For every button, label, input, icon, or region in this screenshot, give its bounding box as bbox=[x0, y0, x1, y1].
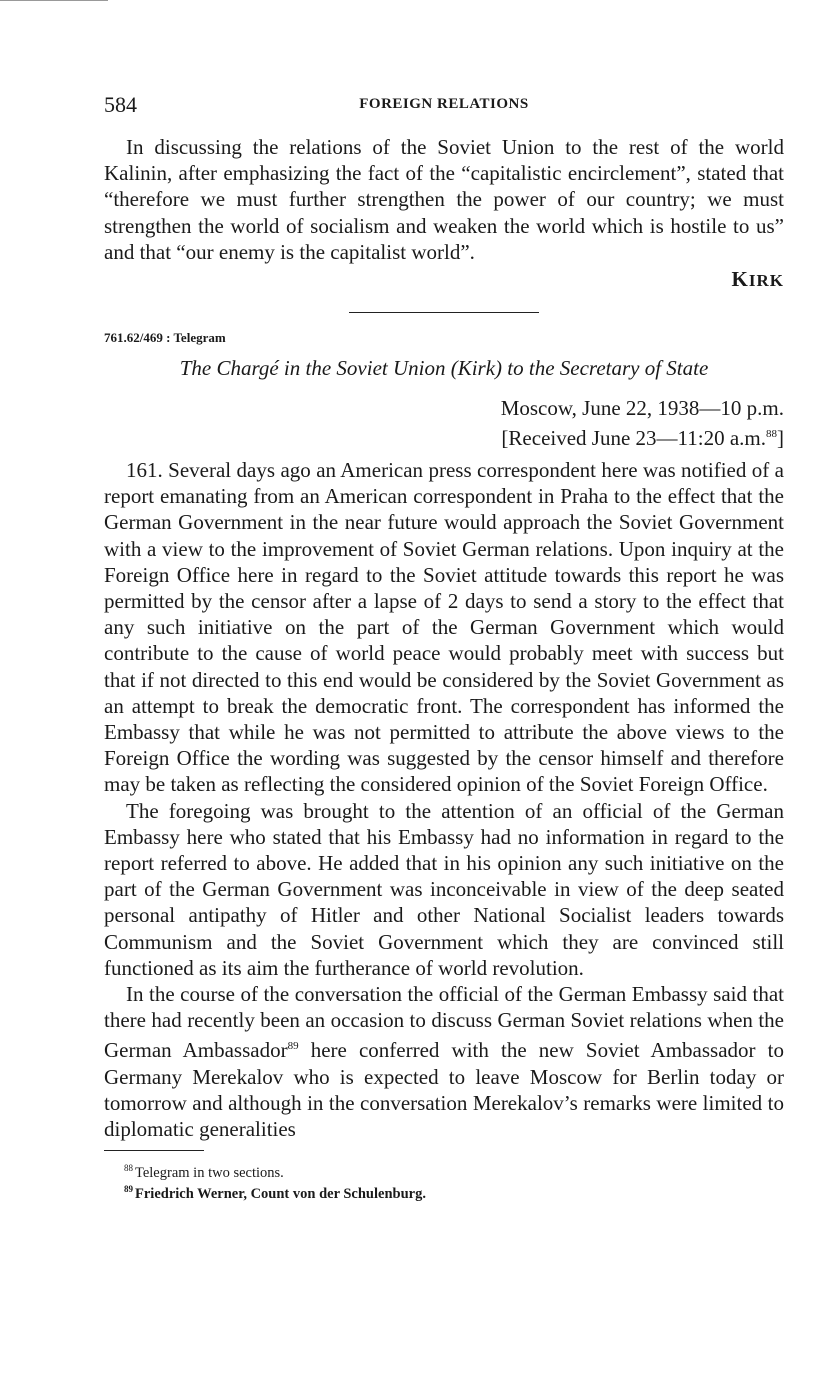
footnote-text: Friedrich Werner, Count von der Schulenburg. bbox=[135, 1185, 426, 1202]
body-paragraph-1: 161. Several days ago an American press correspondent here was notified of a report emanating from an American correspondent in Praha to the effect that the German Government in the near future would approach the Soviet Government with a view to the improvement of Soviet German relations. Upon inquiry at the Foreign Office here in regard to the Soviet attitude towards this report he was permitted by the censor after a lapse of 2 days to send a story to the effect that any such initiative on the part of the German Government which would contribute to the cause of world peace would probably meet with success but that if not directed to this end would be considered by the Soviet Government as an attempt to break the democratic front. The correspondent has informed the Embassy that while he was not permitted to attribute the above views to the Foreign Office the wording was suggested by the censor himself and therefore may be taken as reflecting the considered opinion of the Soviet Foreign Office. bbox=[104, 458, 784, 797]
signature-rest: IRK bbox=[748, 271, 784, 291]
body-paragraph-3-part-b: here conferred with the new Soviet Ambassador to Germany Merekalov who is expected to leave Moscow for Berlin today or tomorrow and although in the conversation Merekalov’s remarks were limited to diplomatic generalities bbox=[104, 1038, 784, 1142]
dateline: Moscow, June 22, 1938—10 p.m. bbox=[500, 396, 784, 421]
footnote-item bbox=[124, 1181, 784, 1202]
footnote-item bbox=[124, 1160, 784, 1181]
footnote-mark: 88 bbox=[124, 1163, 133, 1174]
file-reference: 761.62/469 : Telegram bbox=[104, 330, 226, 346]
body-paragraph-2: The foregoing was brought to the attention of an official of the German Embassy here who stated that his Embassy had no information in regard to the report referred to above. He added that in his opinion any such initiative on the part of the German Government was inconceivable in view of the deep seated personal antipathy of Hitler and other National Socialist leaders towards Communism and the Soviet Government which they are convinced still functioned as its aim the furtherance of world revolution. bbox=[104, 798, 784, 980]
body-paragraph-3-part-a: In the course of the conversation the official of the German Embassy said that there had recently been an occasion to discuss German Soviet relations when the German Ambassador bbox=[104, 982, 784, 1063]
footnote-divider bbox=[104, 1150, 204, 1151]
footnotes bbox=[104, 1160, 784, 1202]
footnote-text: Telegram in two sections. bbox=[135, 1165, 284, 1182]
footnote-mark: 89 bbox=[124, 1184, 133, 1195]
signature bbox=[104, 267, 784, 292]
document-title: The Chargé in the Soviet Union (Kirk) to the Secretary of State bbox=[179, 356, 709, 381]
document-page bbox=[104, 92, 784, 1202]
received-close: ] bbox=[777, 426, 784, 451]
dateline-block bbox=[104, 395, 784, 451]
footnote-ref-88: 88 bbox=[766, 428, 777, 441]
body-paragraph-3 bbox=[104, 981, 784, 1142]
running-header bbox=[104, 92, 784, 122]
intro-paragraph: In discussing the relations of the Soviet Union to the rest of the world Kalinin, after emphasizing the fact of the “capitalistic encirclement”, stated that “therefore we must further strengthen the power of our country; we must strengthen the world of socialism and weaken the world which is hostile to us” and that “our enemy is the capitalist world”. bbox=[104, 135, 784, 264]
received-line bbox=[104, 421, 784, 451]
section-divider bbox=[349, 312, 539, 313]
header-title: FOREIGN RELATIONS bbox=[359, 96, 529, 112]
footnote-ref-89: 89 bbox=[287, 1040, 299, 1053]
top-corner-rule bbox=[0, 0, 108, 1]
page-number: 584 bbox=[104, 92, 137, 117]
received-text: [Received June 23—11:20 a.m. bbox=[501, 426, 766, 451]
signature-initial: K bbox=[731, 267, 749, 292]
